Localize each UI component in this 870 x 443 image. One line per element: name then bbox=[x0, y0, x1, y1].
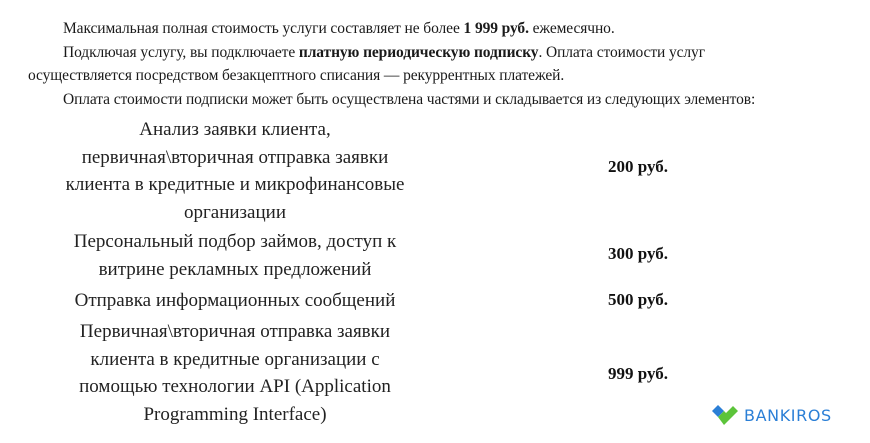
bankiros-logo bbox=[712, 404, 832, 426]
table-row-service: Анализ заявки клиента, первичная\вторичная отправка заявки клиента в кредитные и микрофинансовые организации bbox=[65, 119, 405, 223]
subscription-paragraph-cont: осуществляется посредством безакцептного списания — рекуррентных платежей. bbox=[28, 67, 565, 84]
subscription-paragraph: Подключая услугу, вы подключаете платную периодическую подписку. Оплата стоимости услуг bbox=[63, 44, 705, 61]
table-row-service: Первичная\вторичная отправка заявки клиента в кредитные организации с помощью технологии API (Application Programming Interface) bbox=[79, 321, 391, 425]
subscription-type: платную периодическую подписку bbox=[298, 44, 539, 61]
table-row-price: 300 руб. bbox=[608, 244, 669, 263]
table-row-service: Отправка информационных сообщений bbox=[74, 290, 396, 311]
logo-text: BANKIROS bbox=[744, 405, 832, 425]
payment-parts-paragraph: Оплата стоимости подписки может быть осуществлена частями и складывается из следующих элементов: bbox=[63, 91, 756, 108]
table-row-price: 500 руб. bbox=[608, 290, 669, 309]
max-cost-paragraph: Максимальная полная стоимость услуги составляет не более 1 999 руб. ежемесячно. bbox=[63, 20, 615, 37]
max-cost-value: 1 999 руб. bbox=[463, 20, 529, 37]
table-row-price: 999 руб. bbox=[608, 364, 669, 383]
check-mark-icon bbox=[712, 404, 738, 426]
table-row-service: Персональный подбор займов, доступ к витрине рекламных предложений bbox=[73, 231, 397, 280]
table-row-price: 200 руб. bbox=[608, 157, 669, 176]
